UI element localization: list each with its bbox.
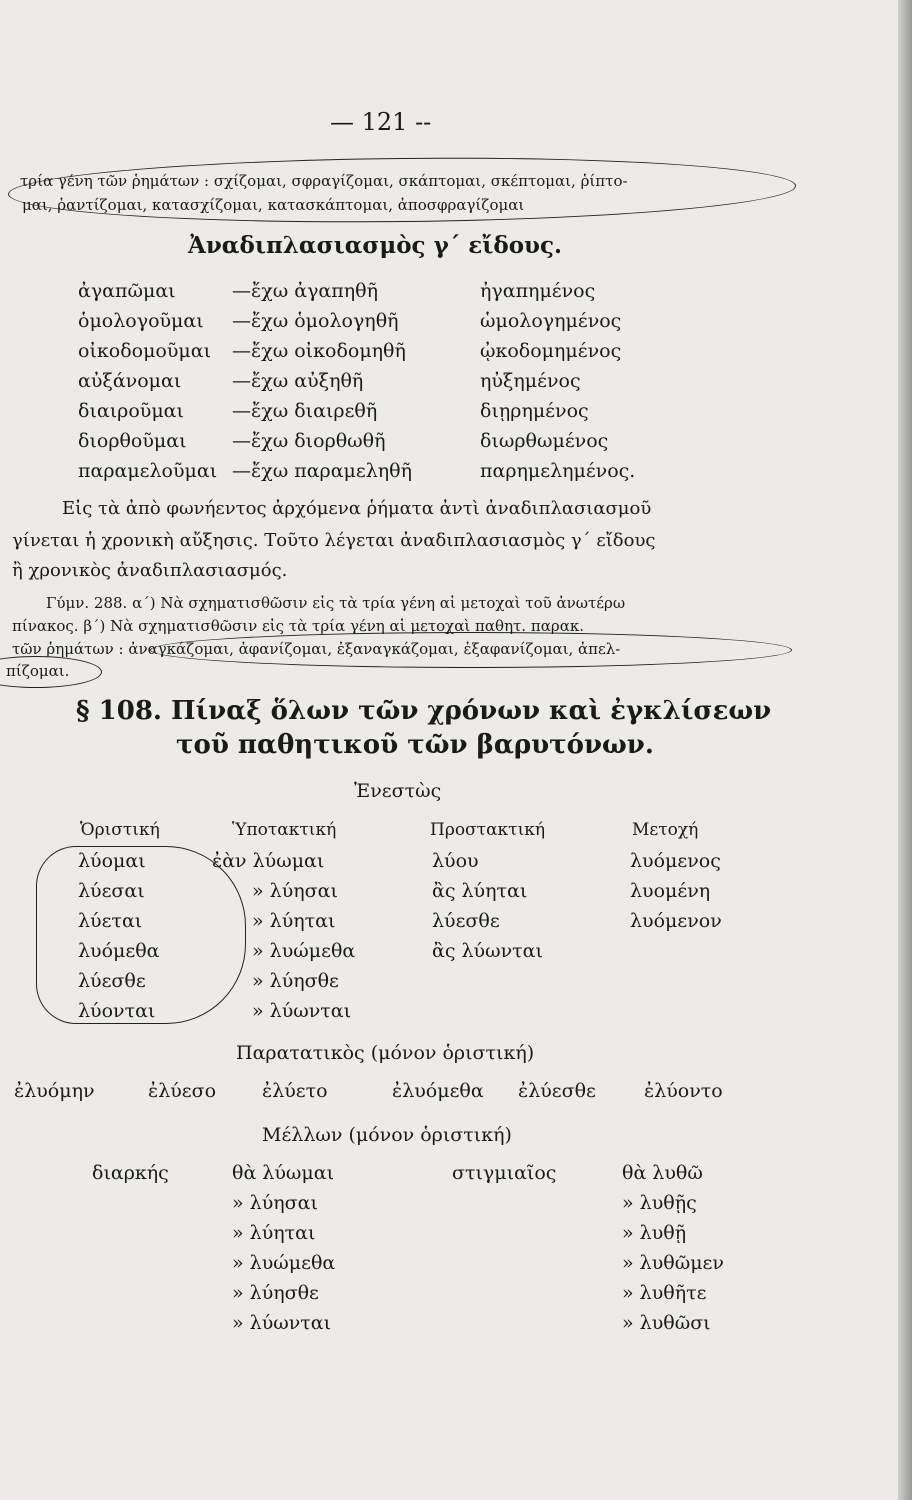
future-continuous-form: θὰ λύωμαι xyxy=(232,1162,335,1184)
imperfect-form: ἐλύετο xyxy=(262,1080,328,1102)
indicative-form: λύεται xyxy=(78,910,143,932)
section-heading-line-1: § 108. Πίναξ ὅλων τῶν χρόνων καὶ ἐγκλίσεων xyxy=(76,696,772,726)
verb-perfect: —ἔχω διορθωθῆ xyxy=(232,430,386,452)
verb-present: διαιροῦμαι xyxy=(78,400,184,422)
present-title: Ἐνεστὼς xyxy=(354,780,442,802)
paragraph-line-1: Εἰς τὰ ἀπὸ φωνήεντος ἀρχόμενα ῥήματα ἀντὶ ἀναδιπλασιασμοῦ xyxy=(62,498,652,519)
verb-perfect: —ἔχω οἰκοδομηθῆ xyxy=(232,340,406,362)
indicative-form: λύομαι xyxy=(78,850,146,872)
verb-participle: διωρθωμένος xyxy=(480,430,609,452)
participle-form: λυόμενος xyxy=(630,850,721,872)
indicative-form: λύεσαι xyxy=(78,880,145,902)
mood-header-subjunctive: Ὑποτακτική xyxy=(232,820,337,840)
exercise-line-1: Γύμν. 288. α΄) Νὰ σχηματισθῶσιν εἰς τὰ τρία γένη αἱ μετοχαὶ τοῦ ἀνωτέρω xyxy=(46,594,626,612)
subjunctive-form: ἐὰν λύωμαι xyxy=(212,850,325,872)
imperfect-title: Παρατατικὸς (μόνον ὁριστική) xyxy=(236,1042,535,1064)
indicative-form: λύονται xyxy=(78,1000,156,1022)
verb-present: παραμελοῦμαι xyxy=(78,460,218,482)
verb-participle: παρημελημένος. xyxy=(480,460,636,482)
handwritten-bracket xyxy=(36,846,246,1024)
section-heading-line-2: τοῦ παθητικοῦ τῶν βαρυτόνων. xyxy=(176,730,654,760)
future-instant-form: θὰ λυθῶ xyxy=(622,1162,703,1184)
imperfect-form: ἐλύεσο xyxy=(148,1080,217,1102)
future-continuous-form: » λύησαι xyxy=(232,1192,318,1214)
verb-perfect: —ἔχω παραμεληθῆ xyxy=(232,460,412,482)
subjunctive-form: » λύηται xyxy=(252,910,336,932)
reduplication-heading: Ἀναδιπλασιασμὸς γ΄ εἴδους. xyxy=(188,232,563,259)
future-instant-form: » λυθῇς xyxy=(622,1192,697,1214)
handwritten-ellipse-exercise-end xyxy=(0,656,102,688)
future-instant-form: » λυθῶμεν xyxy=(622,1252,724,1274)
imperfect-form: ἐλύοντο xyxy=(644,1080,723,1102)
verb-present: ὁμολογοῦμαι xyxy=(78,310,204,332)
imperative-form: ἂς λύηται xyxy=(432,880,528,902)
future-continuous-form: » λύωνται xyxy=(232,1312,332,1334)
paragraph-line-2: γίνεται ἡ χρονικὴ αὔξησις. Τοῦτο λέγεται ἀναδιπλασιασμὸς γ΄ εἴδους xyxy=(12,530,656,551)
future-title: Μέλλων (μόνον ὁριστική) xyxy=(262,1124,512,1146)
future-continuous-form: » λύηται xyxy=(232,1222,316,1244)
subjunctive-form: » λύησαι xyxy=(252,880,338,902)
mood-header-indicative: Ὁριστική xyxy=(80,820,160,840)
participle-form: λυομένη xyxy=(630,880,711,902)
verb-present: αὐξάνομαι xyxy=(78,370,182,392)
paragraph-line-3: ἢ χρονικὸς ἀναδιπλασιασμός. xyxy=(12,560,288,581)
mood-header-imperative: Προστακτική xyxy=(430,820,546,840)
future-instant-label: στιγμιαῖος xyxy=(452,1162,557,1184)
page-edge xyxy=(898,0,912,1500)
verb-participle: ᾠκοδομημένος xyxy=(480,340,622,362)
subjunctive-form: » λύωνται xyxy=(252,1000,352,1022)
future-instant-form: » λυθῇ xyxy=(622,1222,687,1244)
future-continuous-form: » λύησθε xyxy=(232,1282,319,1304)
handwritten-ellipse-top xyxy=(8,154,797,226)
participle-form: λυόμενον xyxy=(630,910,722,932)
subjunctive-form: » λύησθε xyxy=(252,970,339,992)
exercise-line-2: πίνακος. β΄) Νὰ σχηματισθῶσιν εἰς τὰ τρία γένη αἱ μετοχαὶ παθητ. παρακ. xyxy=(12,617,584,635)
imperfect-form: ἐλυόμην xyxy=(14,1080,95,1102)
exercise-line-4: πίζομαι. xyxy=(6,662,70,680)
mood-header-participle: Μετοχή xyxy=(632,820,699,840)
indicative-form: λυόμεθα xyxy=(78,940,160,962)
imperfect-form: ἐλυόμεθα xyxy=(392,1080,484,1102)
verb-perfect: —ἔχω διαιρεθῆ xyxy=(232,400,378,422)
handwritten-ellipse-exercise xyxy=(150,632,792,668)
verb-participle: ηὐξημένος xyxy=(480,370,581,392)
verb-perfect: —ἔχω αὐξηθῆ xyxy=(232,370,364,392)
subjunctive-form: » λυώμεθα xyxy=(252,940,356,962)
future-instant-form: » λυθῶσι xyxy=(622,1312,711,1334)
top-line-2: μαι, ῥαντίζομαι, κατασχίζομαι, κατασκάπτομαι, ἀποσφραγίζομαι xyxy=(22,196,525,214)
verb-participle: ὡμολογημένος xyxy=(480,310,622,332)
verb-present: διορθοῦμαι xyxy=(78,430,187,452)
page-number: — 121 -- xyxy=(330,108,432,136)
top-line-1: τρία γένη τῶν ῥημάτων : σχίζομαι, σφραγίζομαι, σκάπτομαι, σκέπτομαι, ῥίπτο- xyxy=(20,172,628,190)
future-continuous-form: » λυώμεθα xyxy=(232,1252,336,1274)
verb-participle: διῃρημένος xyxy=(480,400,589,422)
exercise-line-3: τῶν ῥημάτων : ἀναγκάζομαι, ἀφανίζομαι, ἐξαναγκάζομαι, ἐξαφανίζομαι, ἀπελ- xyxy=(12,640,621,658)
imperative-form: ἂς λύωνται xyxy=(432,940,543,962)
future-instant-form: » λυθῆτε xyxy=(622,1282,707,1304)
verb-present: ἀγαπῶμαι xyxy=(78,280,176,302)
verb-perfect: —ἔχω ὁμολογηθῆ xyxy=(232,310,399,332)
imperative-form: λύου xyxy=(432,850,479,872)
imperfect-form: ἐλύεσθε xyxy=(518,1080,596,1102)
indicative-form: λύεσθε xyxy=(78,970,146,992)
verb-perfect: —ἔχω ἀγαπηθῆ xyxy=(232,280,378,302)
future-continuous-label: διαρκής xyxy=(92,1162,169,1184)
imperative-form: λύεσθε xyxy=(432,910,500,932)
verb-participle: ἠγαπημένος xyxy=(480,280,596,302)
verb-present: οἰκοδομοῦμαι xyxy=(78,340,212,362)
